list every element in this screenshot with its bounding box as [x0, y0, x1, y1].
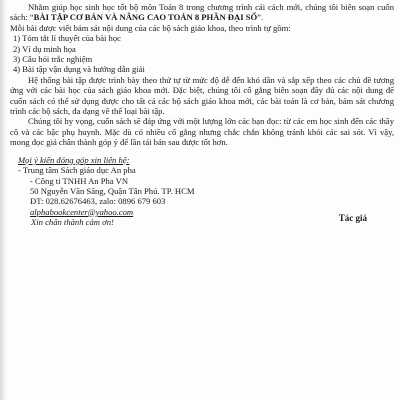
structure-item: 3) Câu hỏi trắc nghiệm [13, 54, 93, 65]
contact-company: - Công ti TNHH An Pha VN [30, 175, 129, 186]
book-title: BÀI TẬP CƠ BẢN VÀ NÂNG CAO TOÁN 8 PHẦN ĐẠI SỐ [33, 12, 258, 23]
contact-block [10, 155, 394, 217]
scan-shadow-edge [0, 0, 7, 400]
structure-list [10, 33, 394, 75]
contact-email[interactable]: alphabookcenter@yahoo.com [30, 206, 134, 217]
intro-suffix: ”. [257, 12, 264, 23]
contact-heading: Mọi ý kiến đóng góp xin liên hệ: [18, 154, 130, 165]
structure-item: 2) Ví dụ minh họa [13, 43, 76, 54]
intro-prefix: Nhằm giúp học sinh học tốt bộ môn Toán 8 trong chương trình cải cách mới, chúng tôi biên soạn cuốn sách: “ [10, 2, 394, 23]
contact-org: - Trung tâm Sách giáo dục An pha [18, 165, 136, 176]
intro-paragraph [10, 2, 394, 23]
preface-text [10, 2, 394, 228]
contact-phone: ĐT: 028.62676463, zalo: 0896 679 603 [30, 196, 166, 207]
structure-item: 4) Bài tập vận dụng và hướng dẫn giải [13, 64, 145, 75]
signature-row [10, 213, 394, 228]
author-signature: Tác giả [338, 213, 367, 224]
hope-paragraph: Chúng tôi hy vọng, cuốn sách sẽ đáp ứng với một lượng lớn các bạn đọc: từ các em học sinh đến các thầy cô và các bậc phụ huynh. Mặc dù có nhiều cố gắng nhưng chắc chắn không tránh khỏi các sai sót. Vì vậy, mong đọc giả chân thành góp ý để lần tái bản sau được tốt hơn. [10, 116, 394, 148]
structure-item: 1) Tóm tắt lí thuyết của bài học [13, 33, 121, 44]
structure-intro: Mỗi bài được viết bám sát nội dung của các bộ sách giáo khoa, theo trình tự gồm: [10, 22, 291, 33]
system-paragraph: Hệ thống bài tập được trình bày theo thứ tự từ mức độ dễ đến khó dần và sắp xếp theo các chủ đề tương ứng với các bài học của sách giáo khoa mới. Đặc biệt, chúng tôi cố gắng biên soạn đầy đủ các nội dung để cuốn sách có thể sử dụng được cho tất cả các bộ sách giáo khoa mới, các bài toán là cơ bản, bám sát chương trình các bộ sách, đa dạng về thể loại bài tập. [10, 74, 394, 117]
contact-address: 50 Nguyễn Văn Săng, Quận Tân Phú. TP. HCM [30, 185, 195, 196]
closing-thanks: Xin chân thành cảm ơn! [31, 217, 114, 228]
